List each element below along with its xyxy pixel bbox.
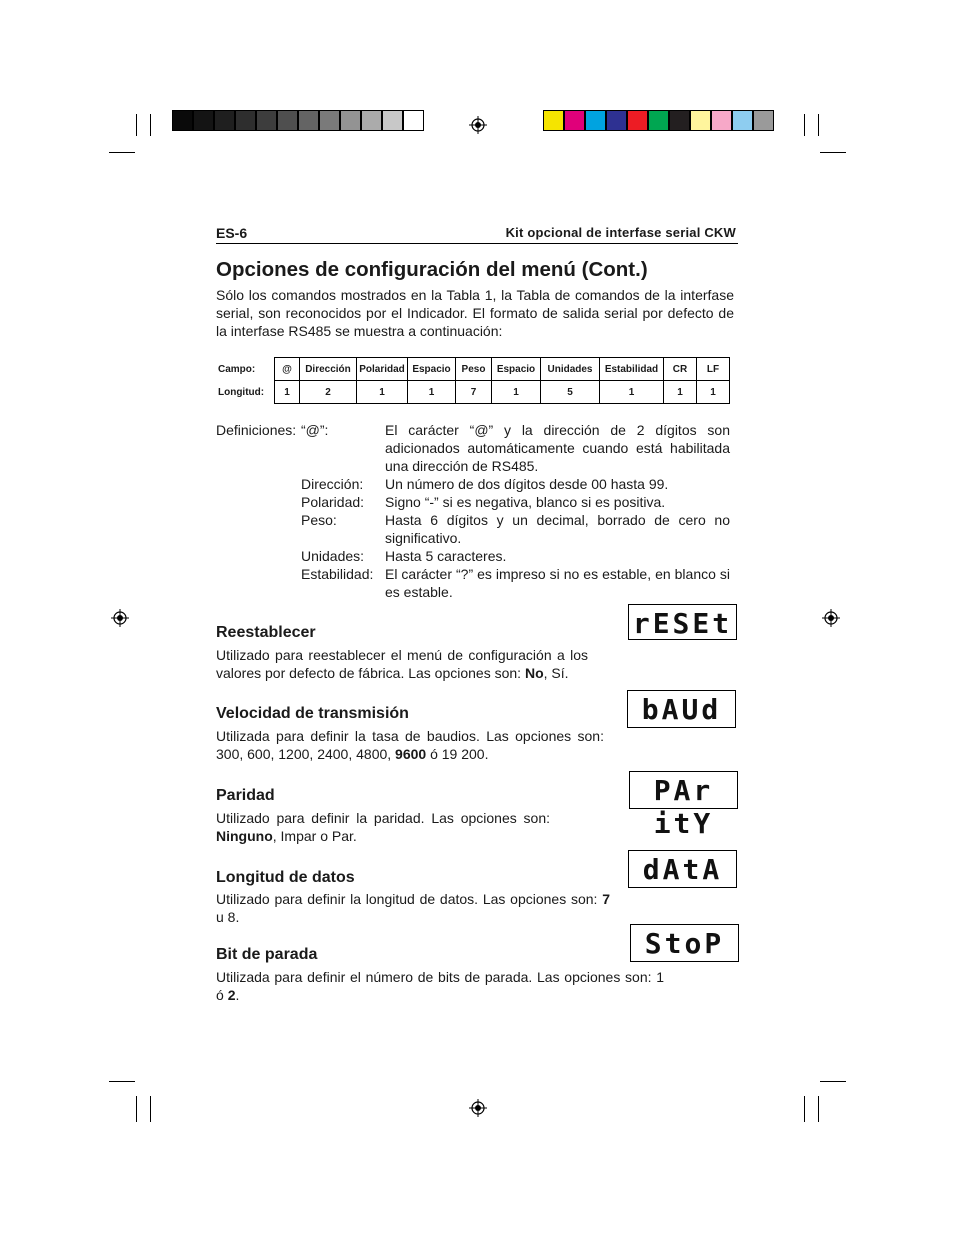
- color-swatch: [585, 110, 606, 131]
- definition-desc: El carácter “@” y la dirección de 2 dígitos son adicionados automáticamente cuando está habilitada una dirección de RS485.: [385, 422, 730, 474]
- color-swatch: [669, 110, 690, 131]
- color-swatch: [340, 110, 361, 131]
- running-title: Kit opcional de interfase serial CKW: [505, 225, 736, 240]
- table-cell: Dirección: [300, 358, 357, 381]
- crop-mark: [150, 114, 151, 136]
- crop-mark: [136, 114, 137, 136]
- page-number: ES-6: [216, 225, 248, 241]
- color-swatch: [214, 110, 235, 131]
- table-cell: 1: [600, 381, 664, 404]
- definitions-label: Definiciones:: [216, 422, 297, 438]
- section-text: Utilizado para definir la paridad. Las opciones son: Ninguno, Impar o Par.: [216, 810, 550, 844]
- color-swatch: [732, 110, 753, 131]
- lcd-text: rESEt: [632, 607, 733, 640]
- crop-mark: [109, 1081, 135, 1082]
- lcd-text: dAtA: [642, 853, 723, 886]
- crop-mark: [804, 114, 805, 136]
- table-cell: @: [275, 358, 300, 381]
- table-cell: LF: [697, 358, 730, 381]
- definition-term: “@”:: [301, 422, 329, 438]
- table-cell: 1: [357, 381, 408, 404]
- definition-term: Estabilidad:: [301, 566, 374, 582]
- table-cell: CR: [664, 358, 697, 381]
- table-cell: 7: [456, 381, 492, 404]
- section-text: Utilizada para definir la tasa de baudios. Las opciones son: 300, 600, 1200, 2400, 4800, 9600 ó 19 200.: [216, 728, 604, 762]
- lcd-display: [628, 850, 737, 888]
- table-cell: Espacio: [408, 358, 456, 381]
- table-cell: Polaridad: [357, 358, 408, 381]
- color-swatch: [711, 110, 732, 131]
- section-heading: Paridad: [216, 787, 275, 804]
- color-swatch: [319, 110, 340, 131]
- color-swatch: [256, 110, 277, 131]
- registration-mark-icon: [469, 116, 487, 134]
- crop-mark: [109, 152, 135, 153]
- definition-term: Peso:: [301, 512, 337, 528]
- section-heading: Reestablecer: [216, 624, 316, 641]
- crop-mark: [136, 1096, 137, 1122]
- color-swatch: [753, 110, 774, 131]
- lcd-text: StoP: [644, 927, 725, 960]
- grayscale-bar: [172, 110, 424, 132]
- lcd-text: bAUd: [641, 693, 722, 726]
- color-swatch: [690, 110, 711, 131]
- page-title: Opciones de configuración del menú (Cont.): [216, 258, 648, 281]
- color-swatch: [172, 110, 193, 131]
- color-swatch: [403, 110, 424, 131]
- registration-mark-icon: [469, 1099, 487, 1117]
- table-cell: Unidades: [541, 358, 600, 381]
- color-swatch: [361, 110, 382, 131]
- section-heading: Longitud de datos: [216, 869, 355, 886]
- color-swatch: [606, 110, 627, 131]
- section-text: Utilizado para definir la longitud de datos. Las opciones son: 7 u 8.: [216, 891, 610, 925]
- lcd-display: [628, 604, 737, 640]
- crop-mark: [150, 1096, 151, 1122]
- crop-mark: [820, 1081, 846, 1082]
- section-text: Utilizado para reestablecer el menú de configuración a los valores por defecto de fábrica. Las opciones son: No, Sí.: [216, 647, 588, 681]
- header-divider: [216, 243, 738, 244]
- color-swatch: [382, 110, 403, 131]
- crop-mark: [818, 114, 819, 136]
- definition-desc: Hasta 5 caracteres.: [385, 548, 507, 564]
- table-row: [216, 381, 730, 404]
- section-heading: Bit de parada: [216, 946, 318, 963]
- definition-desc: Un número de dos dígitos desde 00 hasta 99.: [385, 476, 669, 492]
- definition-desc: Hasta 6 dígitos y un decimal, borrado de cero no significativo.: [385, 512, 730, 546]
- lcd-text: PAr itY: [653, 774, 714, 840]
- color-swatch: [193, 110, 214, 131]
- section-text: Utilizada para definir el número de bits de parada. Las opciones son: 1 ó 2.: [216, 969, 664, 1003]
- serial-format-table: [216, 357, 730, 404]
- definition-desc: El carácter “?” es impreso si no es estable, en blanco si es estable.: [385, 566, 730, 600]
- color-swatch: [235, 110, 256, 131]
- row-label: Longitud:: [218, 386, 265, 398]
- lcd-display: [629, 771, 738, 840]
- definition-term: Polaridad:: [301, 494, 365, 510]
- table-cell: 1: [664, 381, 697, 404]
- color-swatch: [564, 110, 585, 131]
- color-swatch: [648, 110, 669, 131]
- table-cell: Peso: [456, 358, 492, 381]
- color-calibration-bar: [543, 110, 774, 132]
- crop-mark: [818, 1096, 819, 1122]
- section-heading: Velocidad de transmisión: [216, 705, 409, 722]
- lcd-display: [627, 690, 736, 728]
- table-cell: 1: [492, 381, 541, 404]
- intro-paragraph: Sólo los comandos mostrados en la Tabla 1, la Tabla de comandos de la interfase serial, son reconocidos por el Indicador. El formato de salida serial por defecto de la interfase RS485 se muestra a continuación:: [216, 287, 734, 339]
- lcd-display: [630, 924, 739, 962]
- definition-term: Unidades:: [301, 548, 365, 564]
- color-swatch: [277, 110, 298, 131]
- definition-term: Dirección:: [301, 476, 364, 492]
- table-cell: 1: [275, 381, 300, 404]
- table-cell: Estabilidad: [600, 358, 664, 381]
- table-cell: 1: [697, 381, 730, 404]
- table-row: [216, 358, 730, 381]
- registration-mark-icon: [822, 609, 840, 627]
- crop-mark: [820, 152, 846, 153]
- color-swatch: [298, 110, 319, 131]
- table-cell: 1: [408, 381, 456, 404]
- table-cell: Espacio: [492, 358, 541, 381]
- registration-mark-icon: [111, 609, 129, 627]
- color-swatch: [627, 110, 648, 131]
- crop-mark: [804, 1096, 805, 1122]
- table-cell: 5: [541, 381, 600, 404]
- color-swatch: [543, 110, 564, 131]
- definition-desc: Signo “-” si es negativa, blanco si es positiva.: [385, 494, 666, 510]
- table-cell: 2: [300, 381, 357, 404]
- row-label: Campo:: [218, 363, 256, 375]
